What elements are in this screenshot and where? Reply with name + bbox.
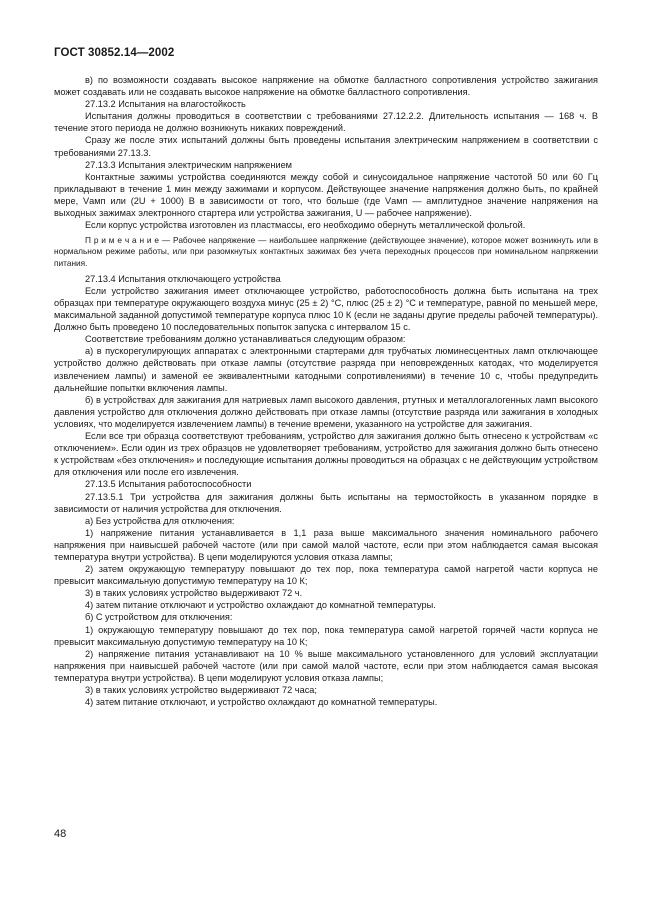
list-item: а) в пускорегулирующих аппаратах с электронными стартерами для трубчатых люминесцентных ламп отключающее устройство должно действовать при отказе лампы (отсутствие разряда при неповрежденных катодах, что моделируется извлечением лампы) и заменой ее эквивалентными катодными сопротивлениями) в течение 10 с, чтобы предупредить дальнейшие попытки включения лампы. [54,346,598,393]
list-item: 4) затем питание отключают и устройство охлаждают до комнатной температуры. [85,600,436,611]
paragraph: Испытания должны проводиться в соответствии с требованиями 27.12.2.2. Длительность испытания — 168 ч. В течение этого периода не должно возникнуть никаких повреждений. [54,111,598,134]
page-number: 48 [54,828,67,840]
paragraph: Если устройство зажигания имеет отключающее устройство, работоспособность должна быть испытана на трех образцах при температуре окружающего воздуха минус (25 ± 2) °С, плюс (25 ± 2) °С и температуре, равной по меньшей мере, максимальной заданной допустимой температуре корпуса плюс 10 К (если не заданы другие пределы рабочей температуры). Должно быть проведено 10 последовательных попыток запуска с интервалом 15 с. [54,285,598,333]
list-item: 3) в таких условиях устройство выдерживают 72 часа; [85,685,317,696]
paragraph: в) по возможности создавать высокое напряжение на обмотке балластного сопротивления устройство зажигания может создавать или не создавать высокое напряжение на обмотке балластного сопротивления. [54,75,598,98]
paragraph: Сразу же после этих испытаний должны быть проведены испытания электрическим напряжением в соответствии с требованиями 27.13.3. [54,135,598,158]
list-item: б) С устройством для отключения: [85,612,233,623]
list-item: 2) напряжение питания устанавливают на 10 % выше максимального установленного для условий эксплуатации напряжения при наивысшей рабочей частоте (или при самой малой частоте, если при этом наблюдается самая высокая температура внутри устройства). В цепи моделируют условия отказа лампы; [54,648,598,683]
list-item: а) Без устройства для отключения: [85,515,235,526]
list-item: 2) затем окружающую температуру повышают до тех пор, пока температура самой нагретой части корпуса не превысит максимальную допустимую температуру на 10 К; [54,564,598,587]
standard-header: ГОСТ 30852.14—2002 [54,47,175,59]
list-item: 4) затем питание отключают, и устройство охлаждают до комнатной температуры. [85,697,438,708]
paragraph: Если корпус устройства изготовлен из пластмассы, его необходимо обернуть металлической фольгой. [85,220,526,231]
paragraph: Если все три образца соответствуют требованиям, устройство для зажигания должно быть отнесено к устройствам «с отключением». Если один из трех образцов не удовлетворяет требованиям, устройство для зажигания должно быть отнесено к устройствам «без отключения» и последующие испытания должны проводиться на образцах с не действующим устройством для отключения или после его извлечения. [54,431,598,478]
note-paragraph: П р и м е ч а н и е — Рабочее напряжение — наибольшее напряжение (действующее значение), которое может возникнуть или в нормальном режиме работы, или при разомкнутых контактных зажимах без учета переходных процессов при номинальном напряжении питания. [54,235,598,268]
section-heading: 27.13.2 Испытания на влагостойкость [85,99,246,110]
section-heading: 27.13.3 Испытания электрическим напряжением [85,159,292,170]
document-body [54,74,598,708]
section-heading: 27.13.5 Испытания работоспособности [85,479,252,490]
list-item: 1) окружающую температуру повышают до тех пор, пока температура самой нагретой горячей части корпуса не превысит максимальную допустимую температуру на 10 К; [54,624,598,647]
list-item: б) в устройствах для зажигания для натриевых ламп высокого давления, ртутных и металлогалогенных ламп высокого давления устройство для отключения должно действовать при отказе лампы (отсутствие разряда или зажигания в холодных условиях, что моделируется извлечением лампы) в течение времени, указанного на устройстве для зажигания. [54,394,598,429]
paragraph: Соответствие требованиям должно устанавливаться следующим образом: [85,334,406,345]
paragraph: Контактные зажимы устройства соединяются между собой и синусоидальное напряжение частотой 50 или 60 Гц прикладывают в течение 1 мин между зажимами и корпусом. Действующее значение напряжения должно быть, по крайней мере, Vамп или (2U + 1000) В в зависимости от того, что больше (где Vамп — амплитудное значение напряжения на выходных зажимах электронного стартера или устройства зажигания, U — рабочее напряжение). [54,171,598,219]
paragraph: 27.13.5.1 Три устройства для зажигания должны быть испытаны на термостойкость в указанном порядке в зависимости от наличия устройства для отключения. [54,491,598,514]
list-item: 3) в таких условиях устройство выдерживают 72 ч. [85,588,303,599]
section-heading: 27.13.4 Испытания отключающего устройства [85,273,281,284]
list-item: 1) напряжение питания устанавливается в 1,1 раза выше максимального значения номинального рабочего напряжения при наивысшей рабочей частоте (или при самой малой частоте, если при этом наблюдается самая высокая температура внутри устройства). В цепи моделируются условия отказа лампы; [54,527,598,562]
